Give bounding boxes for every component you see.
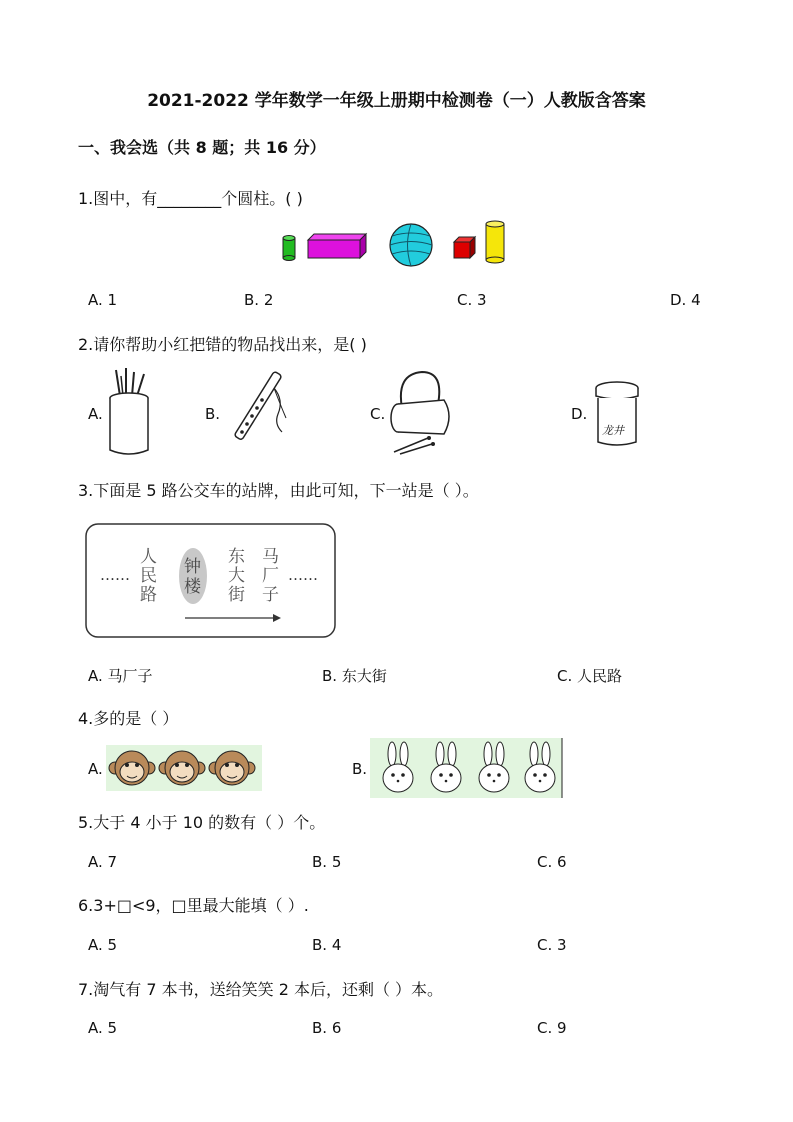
q6-option-a[interactable]: A. 5 xyxy=(88,936,118,954)
question-2: 2.请你帮助小红把错的物品找出来，是( ) xyxy=(78,335,367,354)
q5-option-a[interactable]: A. 7 xyxy=(88,853,118,871)
q2-option-c[interactable]: C. xyxy=(370,405,386,423)
section-heading: 一、我会选（共 8 题；共 16 分） xyxy=(78,138,326,157)
tea-jar-label: 龙井 xyxy=(602,424,624,437)
question-6: 6.3+□<9，□里最大能填（ ）. xyxy=(78,896,309,915)
monkeys-card xyxy=(106,745,262,791)
yellow-cylinder-icon xyxy=(486,221,504,263)
page-title: 2021-2022 学年数学一年级上册期中检测卷（一）人教版含答案 xyxy=(147,91,646,111)
q5-option-b[interactable]: B. 5 xyxy=(312,853,342,871)
q6-option-b[interactable]: B. 4 xyxy=(312,936,342,954)
cube-icon xyxy=(454,237,475,258)
question-3: 3.下面是 5 路公交车的站牌，由此可知，下一站是（ ）。 xyxy=(78,481,479,500)
q3-option-a[interactable]: A. 马厂子 xyxy=(88,667,153,685)
sign-stop-renminlu: 人 民 路 xyxy=(140,547,157,605)
sign-dots-right: …… xyxy=(288,566,318,584)
q1-option-b[interactable]: B. 2 xyxy=(244,291,274,309)
q7-option-c[interactable]: C. 9 xyxy=(537,1019,567,1037)
question-5: 5.大于 4 小于 10 的数有（ ）个。 xyxy=(78,813,326,832)
sign-stop-dongdajie: 东 大 街 xyxy=(228,547,245,605)
q7-option-a[interactable]: A. 5 xyxy=(88,1019,118,1037)
q1-shapes-figure xyxy=(280,218,510,270)
question-1: 1.图中，有________个圆柱。( ) xyxy=(78,189,303,208)
rabbits-card xyxy=(370,738,564,798)
q4-option-b[interactable]: B. xyxy=(352,760,368,778)
tea-jar-icon xyxy=(592,378,642,450)
q1-option-d[interactable]: D. 4 xyxy=(670,291,701,309)
question-4: 4.多的是（ ） xyxy=(78,709,179,728)
sign-stop-machangzi: 马 厂 子 xyxy=(262,547,279,605)
ball-icon xyxy=(390,224,432,266)
q5-option-c[interactable]: C. 6 xyxy=(537,853,567,871)
q7-option-b[interactable]: B. 6 xyxy=(312,1019,342,1037)
cuboid-icon xyxy=(308,234,366,258)
q3-option-c[interactable]: C. 人民路 xyxy=(557,667,623,685)
sign-dots-left: …… xyxy=(100,566,130,584)
q1-option-a[interactable]: A. 1 xyxy=(88,291,118,309)
question-7: 7.淘气有 7 本书，送给笑笑 2 本后，还剩（ ）本。 xyxy=(78,980,444,999)
q2-option-a[interactable]: A. xyxy=(88,405,103,423)
q1-option-c[interactable]: C. 3 xyxy=(457,291,487,309)
q4-option-a[interactable]: A. xyxy=(88,760,103,778)
q2-option-b[interactable]: B. xyxy=(205,405,221,423)
flute-icon xyxy=(224,374,288,454)
green-cylinder-icon xyxy=(283,236,295,261)
drum-icon xyxy=(386,368,462,456)
q3-option-b[interactable]: B. 东大街 xyxy=(322,667,387,685)
q6-option-c[interactable]: C. 3 xyxy=(537,936,567,954)
sign-stop-zhonglou-current: 钟 楼 xyxy=(184,557,201,597)
q2-option-d[interactable]: D. xyxy=(571,405,588,423)
pen-holder-icon xyxy=(104,366,154,460)
